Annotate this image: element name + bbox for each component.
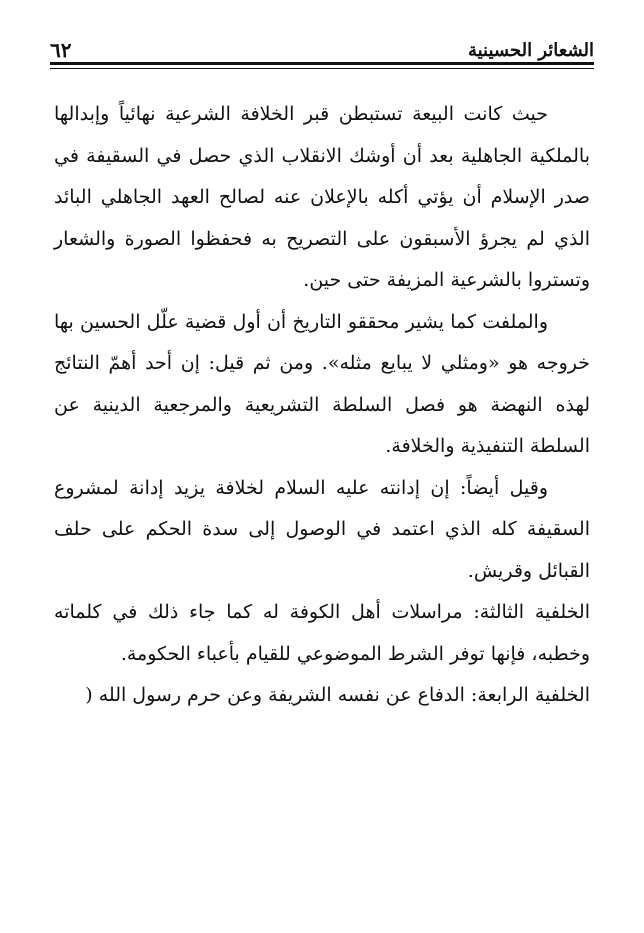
paragraph-1: حيث كانت البيعة تستبطن قبر الخلافة الشرعية نهائياً وإبدالها بالملكية الجاهلية بعد أن أوشك الانقلاب الذي حصل في السقيفة في صدر الإسلام أن يؤتي أكله بالإعلان عنه لصالح العهد الجاهلي البائد الذي لم يجرؤ الأسبقون على التصريح به فحفظوا الصورة والشعار وتستروا بالشرعية المزيفة حتى حين. — [54, 103, 590, 291]
header-rule-thick — [50, 62, 594, 65]
header-rule-thin — [50, 68, 594, 69]
page-body — [54, 94, 590, 717]
running-header — [50, 28, 594, 60]
page-number: ٦٢ — [50, 38, 72, 62]
paragraph-2: والملفت كما يشير محققو التاريخ أن أول قضية علّل الحسين بها خروجه هو «ومثلي لا يبايع مثله». ومن ثم قيل: إن أحد أهمّ النتائج لهذه النهضة هو فصل السلطة التشريعية والمرجعية الدينية عن السلطة التنفيذية والخلافة. — [54, 310, 590, 457]
paragraph-3: وقيل أيضاً: إن إدانته عليه السلام لخلافة يزيد إدانة لمشروع السقيفة كله الذي اعتمد في الوصول إلى سدة الحكم على حلف القبائل وقريش. — [54, 476, 590, 582]
paragraph-5: الخلفية الرابعة: الدفاع عن نفسه الشريفة وعن حرم رسول الله ( — [85, 684, 590, 706]
paragraph-4: الخلفية الثالثة: مراسلات أهل الكوفة له كما جاء ذلك في كلماته وخطبه، فإنها توفر الشرط الموضوعي للقيام بأعباء الحكومة. — [54, 601, 590, 665]
header-title: الشعائر الحسينية — [467, 40, 594, 61]
